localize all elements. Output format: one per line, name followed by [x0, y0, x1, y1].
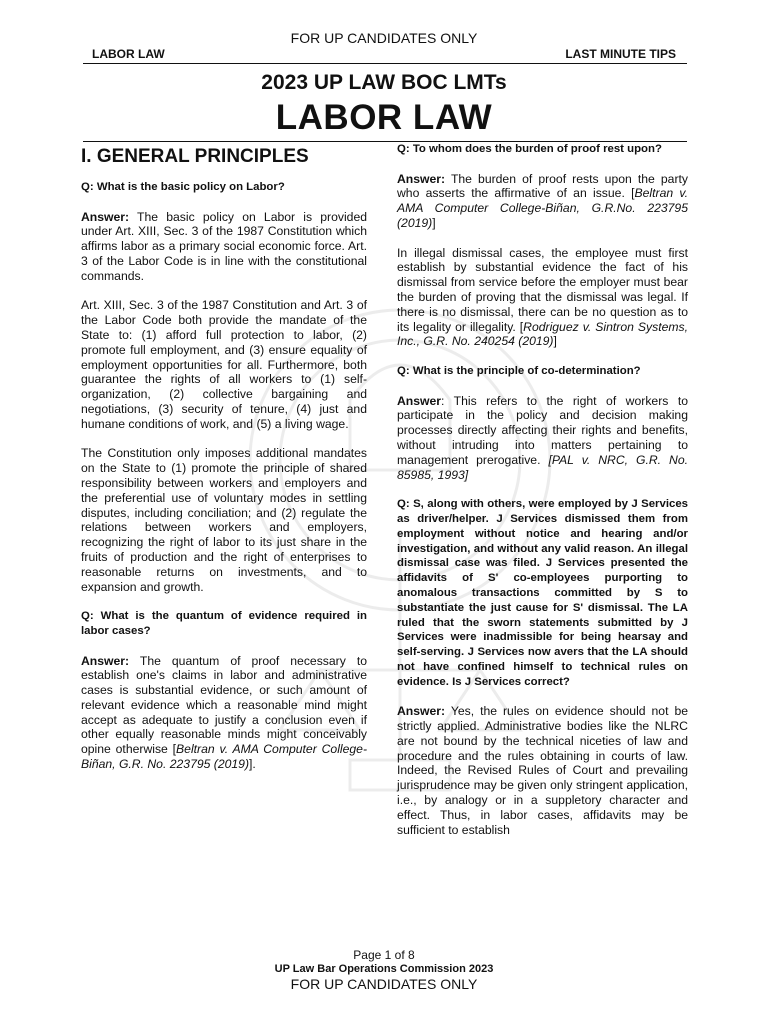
body-paragraph: The Constitution only imposes additional mandates on the State to (1) promote the principle of shared responsibility between workers and employers and the preferential use of voluntary modes in settling disputes, including conciliation; and (2) regulate the relations between workers and employers, recognizing the right of labor to its just share in the fruits of production and the right of enterprises to reasonable returns on investments, and to expansion and growth. [81, 446, 367, 594]
question: Q: What is the principle of co-determination? [397, 364, 641, 377]
answer-text: The basic policy on Labor is provided under Art. XIII, Sec. 3 of the 1987 Constitution which affirms labor as a primary social economic force. Art. 3 of the Labor Code is in line with the constitutional commands. [81, 209, 367, 283]
answer-paragraph [397, 172, 688, 231]
document-subject-title: LABOR LAW [275, 98, 493, 137]
header-divider [83, 63, 687, 64]
section-heading: I. GENERAL PRINCIPLES [81, 146, 309, 167]
question: Q: S, along with others, were employed by J Services as driver/helper. J Services dismissed them from employment without notice and hearing and/or investigation, and without any valid reason. An illegal dismissal case was filed. J Services presented the affidavits of S' co-employees purporting to anomalous transactions committed by S to substantiate the just cause for S' dismissal. The LA ruled that the sworn statements submitted by J Services were inadmissible for being hearsay and self-serving. J Services now avers that the LA should not have confined himself to technical rules on evidence. Is J Services correct? [397, 498, 688, 688]
body-paragraph [397, 246, 688, 350]
case-citation: Rodriguez v. Sintron Systems, Inc., G.R. No. 240254 (2019) [397, 319, 688, 349]
answer-text: : This refers to the right of workers to participate in the policy and decision making processes directly affecting their rights and benefits, without intruding into matters pertaining to management prerogative. [397, 393, 688, 467]
answer-paragraph [397, 394, 688, 483]
answer-text: Yes, the rules on evidence should not be strictly applied. Administrative bodies like the NLRC are not bound by the technical niceties of law and procedure and the rules obtaining in courts of law. Indeed, the Revised Rules of Court and prevailing jurisprudence may be given only stringent application, i.e., by analogy or in a suppletory character and effect. Thus, in labor cases, affidavits may be sufficient to establish [397, 704, 688, 837]
question: Q: What is the basic policy on Labor? [81, 181, 285, 193]
answer-text: The quantum of proof necessary to establish one's claims in labor and administrative cases is substantial evidence, or such amount of relevant evidence which a reasonable mind might accept as adequate to justify a conclusion even if other equally reasonable minds might conceivably opine otherwise [ [81, 653, 367, 757]
citation-close: ] [553, 334, 557, 349]
case-citation: Beltran v. AMA Computer College-Biñan, G.R. No. 223795 (2019) [81, 742, 367, 772]
answer-paragraph [397, 704, 688, 837]
citation-close: ]. [249, 757, 256, 772]
header-subject: LABOR LAW [92, 47, 165, 61]
page-number: Page 1 of 8 [353, 948, 415, 962]
body-text: In illegal dismissal cases, the employee must first establish by substantial evidence the fact of his dismissal from service before the employer must bear the burden of proving that the dismissal was legal. If there is no dismissal, there can be no question as to its legality or illegality. [ [397, 245, 688, 334]
document-title: 2023 UP LAW BOC LMTs [261, 71, 507, 94]
footer-organization: UP Law Bar Operations Commission 2023 [274, 963, 494, 975]
answer-text: The burden of proof rests upon the party who asserts the affirmative of an issue. [ [397, 171, 688, 201]
answer-label: Answer: [397, 171, 446, 186]
answer-paragraph [81, 210, 367, 284]
top-confidential-banner: FOR UP CANDIDATES ONLY [290, 30, 478, 46]
question: Q: What is the quantum of evidence required in labor cases? [81, 610, 367, 637]
case-citation: Beltran v. AMA Computer College-Biñan, G.R.No. 223795 (2019) [397, 186, 688, 230]
answer-paragraph [81, 654, 367, 772]
left-column [81, 142, 367, 787]
answer-label: Answer [397, 393, 442, 408]
question: Q: To whom does the burden of proof rest upon? [397, 143, 662, 155]
header-series: LAST MINUTE TIPS [565, 47, 676, 61]
body-paragraph: Art. XIII, Sec. 3 of the 1987 Constitution and Art. 3 of the Labor Code both provide the mandate of the State to: (1) afford full protection to labor, (2) promote full employment, and (3) ensure equality of employment opportunities for all. Furthermore, both guarantee the rights of all workers to (1) self-organization, (2) collective bargaining and negotiations, (3) security of tenure, (4) just and humane conditions of work, and (5) a living wage. [81, 298, 367, 431]
bottom-confidential-banner: FOR UP CANDIDATES ONLY [290, 976, 478, 992]
right-column [397, 142, 688, 852]
answer-label: Answer: [81, 209, 130, 224]
answer-label: Answer: [397, 704, 446, 719]
citation-close: ] [432, 215, 436, 230]
case-citation: [PAL v. NRC, G.R. No. 85985, 1993] [397, 452, 688, 482]
answer-label: Answer: [81, 653, 130, 668]
